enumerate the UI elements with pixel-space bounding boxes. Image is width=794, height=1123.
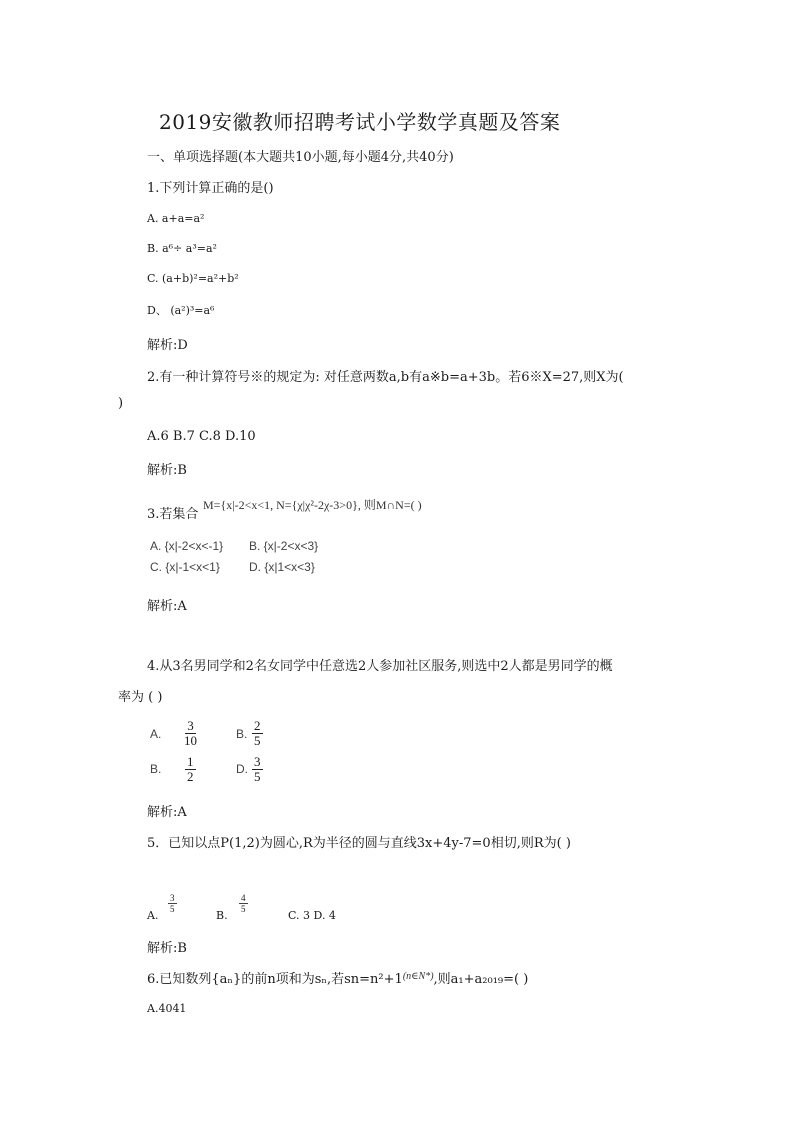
denominator: 5 [241, 904, 246, 914]
q4-stem: 4.从3名男同学和2名女同学中任意选2人参加社区服务,则选中2人都是男同学的概 [147, 659, 613, 674]
q1-option-c: C. (a+b)²=a²+b² [147, 272, 239, 285]
page-title: 2019安徽教师招聘考试小学数学真题及答案 [159, 110, 561, 134]
q1-stem: 1.下列计算正确的是() [147, 181, 274, 196]
q4-stem-cont: 率为 ( ) [118, 690, 163, 705]
q3-set-definition: M={x|-2<x<1, N={χ|χ²-2χ-3>0}, 则M∩N=( ) [203, 498, 422, 512]
q4-option-a-fraction [184, 719, 197, 748]
q5-stem: 5．已知以点P(1,2)为圆心,R为半径的圆与直线3x+4y-7=0相切,则R为( ) [147, 836, 571, 851]
q3-answer: 解析:A [147, 599, 187, 614]
q5-option-a-fraction [168, 893, 177, 914]
q4-option-b-label: B. [236, 727, 248, 741]
q1-option-d: D、 (a²)³=a⁶ [147, 304, 215, 317]
q4-option-a-label: A. [150, 727, 162, 741]
denominator: 2 [187, 769, 194, 784]
numerator: 4 [241, 893, 246, 903]
q2-answer: 解析:B [147, 463, 187, 478]
numerator: 1 [187, 754, 194, 769]
q3-option-d: D. {x|1<x<3} [249, 560, 315, 574]
q6-condition: (n∈N*) [402, 971, 434, 982]
denominator: 5 [170, 904, 175, 914]
q1-option-b: B. a⁶÷ a³=a² [147, 242, 217, 255]
q4-option-b-fraction [252, 719, 263, 748]
q4-answer: 解析:A [147, 805, 187, 820]
q6-stem-end: ,则a₁+a₂₀₁₉=( ) [433, 972, 529, 987]
q6-stem [147, 968, 528, 987]
q6-option-a: A.4041 [147, 1002, 187, 1015]
q2-stem-cont: ) [118, 396, 124, 411]
q3-option-a: A. {x|-2<x<-1} [150, 539, 224, 553]
q5-answer: 解析:B [147, 941, 187, 956]
denominator: 5 [254, 733, 261, 748]
q3-stem: 3.若集合 [147, 507, 199, 522]
q2-stem: 2.有一种计算符号※的规定为: 对任意两数a,b有a※b=a+3b。若6※X=27,则X为( [147, 370, 624, 385]
q4-option-c-fraction [185, 755, 196, 784]
numerator: 2 [254, 718, 261, 733]
q3-option-c: C. {x|-1<x<1} [150, 560, 220, 574]
q1-answer: 解析:D [147, 338, 188, 353]
q3-option-b: B. {x|-2<x<3} [249, 539, 319, 553]
q6-stem-text: 6.已知数列{aₙ}的前n项和为sₙ,若sn=n²+1 [147, 972, 403, 987]
q4-option-d-fraction [252, 755, 263, 784]
denominator: 10 [184, 733, 197, 748]
q5-option-a-label: A. [147, 909, 159, 922]
q1-option-a: A. a+a=a² [147, 212, 205, 225]
denominator: 5 [254, 769, 261, 784]
q5-option-b-fraction [239, 893, 248, 914]
q4-option-d-label: D. [236, 762, 248, 776]
numerator: 3 [170, 893, 175, 903]
q5-options-cd: C. 3 D. 4 [288, 909, 336, 922]
section-heading: 一、单项选择题(本大题共10小题,每小题4分,共40分) [147, 150, 454, 165]
numerator: 3 [254, 754, 261, 769]
q2-options: A.6 B.7 C.8 D.10 [147, 429, 256, 444]
q5-option-b-label: B. [216, 909, 228, 922]
q4-option-c-label: B. [150, 762, 162, 776]
numerator: 3 [187, 718, 194, 733]
